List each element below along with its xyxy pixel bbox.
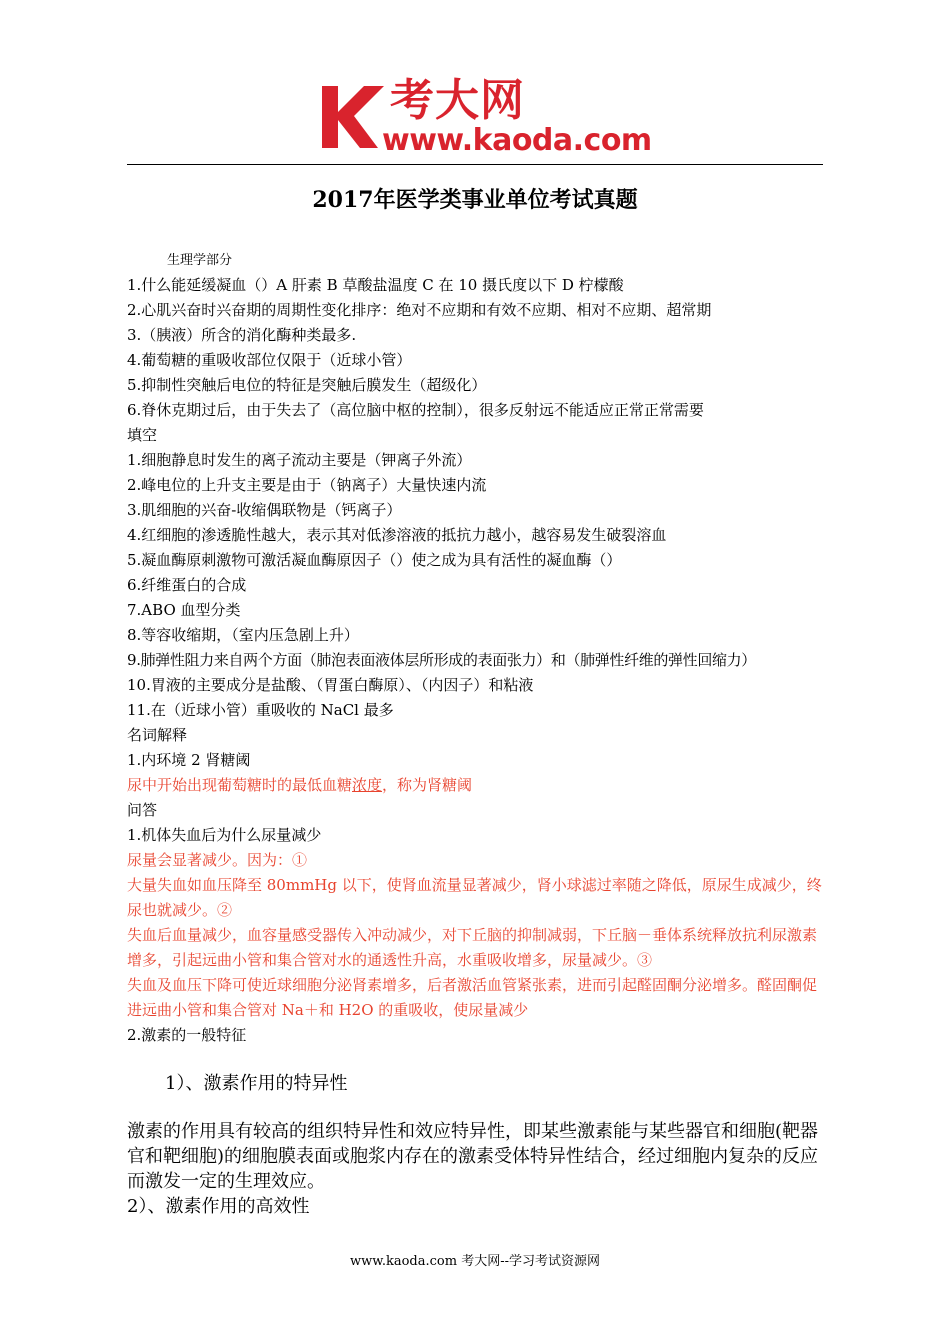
fill-item: 7.ABO 血型分类 bbox=[127, 601, 241, 619]
term-answer-part1: 尿中开始出现葡萄糖时的最低血糖 bbox=[127, 776, 353, 794]
fill-item: 3.肌细胞的兴奋-收缩偶联物是（钙离子） bbox=[127, 501, 402, 519]
fill-item: 11.在（近球小管）重吸收的 NaCl 最多 bbox=[127, 701, 394, 719]
choice-item: 5.抑制性突触后电位的特征是突触后膜发生（超级化） bbox=[127, 376, 487, 394]
choice-item: 3.（胰液）所含的消化酶种类最多. bbox=[127, 326, 357, 344]
fill-item: 4.红细胞的渗透脆性越大，表示其对低渗溶液的抵抗力越小，越容易发生破裂溶血 bbox=[127, 526, 667, 544]
logo-url-text: www.kaoda.com bbox=[382, 123, 652, 158]
page-footer: www.kaoda.com 考大网--学习考试资源网 bbox=[350, 1254, 600, 1269]
term-answer bbox=[127, 773, 827, 798]
k-logo-icon bbox=[318, 82, 388, 152]
qa-answer-line: 大量失血如血压降至 80mmHg 以下，使肾血流量显著减少，肾小球滤过率随之降低，原尿生成减少，终尿也就减少。② bbox=[127, 876, 822, 919]
choice-item: 4.葡萄糖的重吸收部位仅限于（近球小管） bbox=[127, 351, 412, 369]
qa-answer-line: 失血后血量减少，血容量感受器传入冲动减少，对下丘脑的抑制减弱，下丘脑－垂体系统释放抗利尿激素增多，引起远曲小管和集合管对水的通透性升高，水重吸收增多，尿量减少。③ bbox=[127, 926, 818, 969]
fill-item: 6.纤维蛋白的合成 bbox=[127, 576, 247, 594]
fill-item: 2.峰电位的上升支主要是由于（钠离子）大量快速内流 bbox=[127, 476, 487, 494]
fill-item: 10.胃液的主要成分是盐酸、（胃蛋白酶原）、（内因子）和粘液 bbox=[127, 676, 534, 694]
term-answer-underlined: 浓度 bbox=[352, 776, 383, 794]
qa-answer-line: 失血及血压下降可使近球细胞分泌肾素增多，后者激活血管紧张素，进而引起醛固酮分泌增多。醛固酮促进远曲小管和集合管对 Na＋和 H2O 的重吸收，使尿量减少 bbox=[127, 976, 818, 1019]
fill-item: 9.肺弹性阻力来自两个方面（肺泡表面液体层所形成的表面张力）和（肺弹性纤维的弹性回缩力） bbox=[127, 651, 756, 669]
term-question: 1.内环境 2 肾糖阈 bbox=[127, 751, 251, 769]
qa-answer-line: 尿量会显著减少。因为：① bbox=[127, 851, 308, 869]
kaoda-logo bbox=[318, 75, 652, 160]
section-heading-fill: 填空 bbox=[127, 426, 158, 444]
term-answer-part2: ，称为肾糖阈 bbox=[382, 776, 473, 794]
page-title: 2017年医学类事业单位考试真题 bbox=[312, 187, 638, 213]
qa2-paragraph: 激素的作用具有较高的组织特异性和效应特异性，即某些激素能与某些器官和细胞(靶器官和靶细胞)的细胞膜表面或胞浆内存在的激素受体特异性结合，经过细胞内复杂的反应而激发一定的生理效应。 bbox=[127, 1121, 819, 1192]
section-heading-terms: 名词解释 bbox=[127, 726, 188, 744]
fill-item: 5.凝血酶原刺激物可激活凝血酶原因子（）使之成为具有活性的凝血酶（） bbox=[127, 551, 622, 569]
qa2-subheading-1: 1）、激素作用的特异性 bbox=[165, 1073, 348, 1094]
qa-question-1: 1.机体失血后为什么尿量减少 bbox=[127, 826, 322, 844]
fill-item: 8.等容收缩期，（室内压急剧上升） bbox=[127, 626, 359, 644]
qa2-subheading-2: 2）、激素作用的高效性 bbox=[127, 1196, 310, 1217]
fill-item: 1.细胞静息时发生的离子流动主要是（钾离子外流） bbox=[127, 451, 472, 469]
logo-chinese-text: 考大网 bbox=[390, 75, 525, 126]
choice-item: 1.什么能延缓凝血（）A 肝素 B 草酸盐温度 C 在 10 摄氏度以下 D 柠檬酸 bbox=[127, 276, 624, 294]
section-heading-qa: 问答 bbox=[127, 801, 158, 819]
qa-question-2: 2.激素的一般特征 bbox=[127, 1026, 247, 1044]
document-body bbox=[127, 248, 827, 1219]
section-heading-physiology: 生理学部分 bbox=[167, 253, 233, 268]
choice-item: 2.心肌兴奋时兴奋期的周期性变化排序：绝对不应期和有效不应期、相对不应期、超常期 bbox=[127, 301, 712, 319]
choice-item: 6.脊休克期过后，由于失去了（高位脑中枢的控制），很多反射远不能适应正常正常需要 bbox=[127, 401, 704, 419]
header-divider bbox=[127, 164, 823, 165]
